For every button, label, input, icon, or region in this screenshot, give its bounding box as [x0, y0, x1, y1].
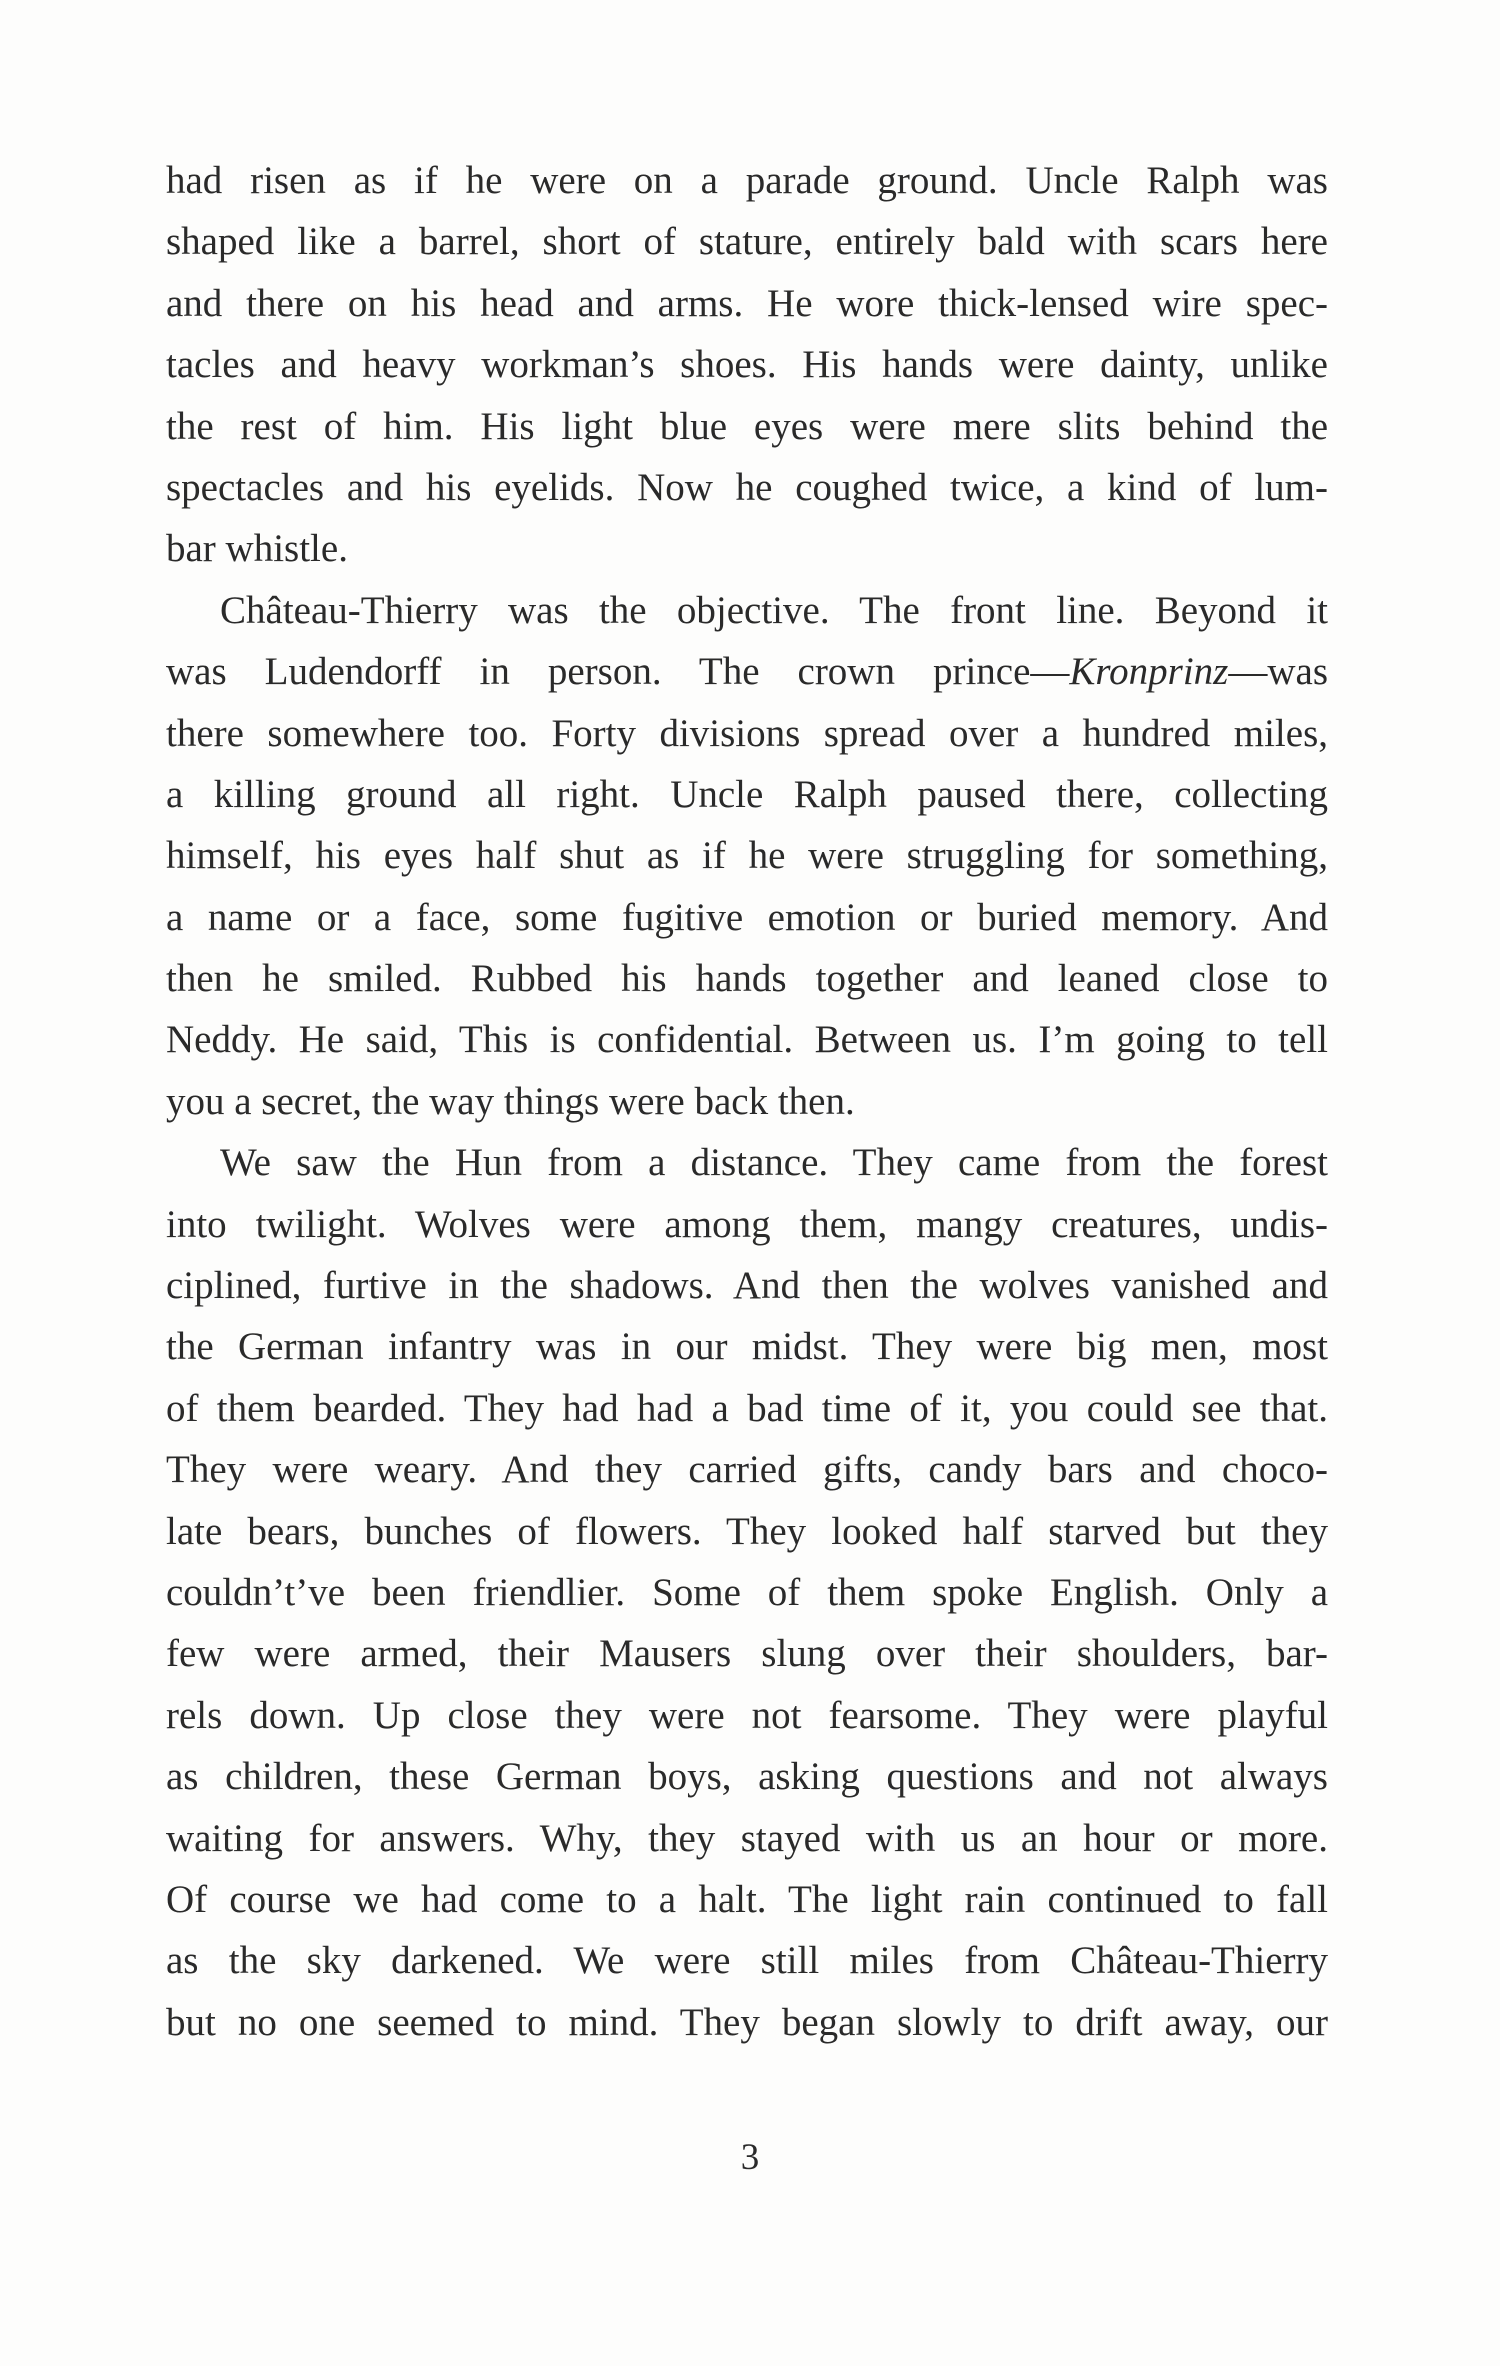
text-line: as the sky darkened. We were still miles from Château-Thierry	[166, 1939, 1328, 1983]
text-line: the German infantry was in our midst. They were big men, most	[166, 1325, 1328, 1369]
text-line: the rest of him. His light blue eyes were mere slits behind the	[166, 404, 1328, 448]
text-line: late bears, bunches of flowers. They looked half starved but they	[166, 1509, 1328, 1553]
text-line: but no one seemed to mind. They began slowly to drift away, our	[166, 2000, 1328, 2044]
body-text	[166, 150, 1328, 2053]
text-line-with-italic	[166, 641, 1328, 702]
text-line: waiting for answers. Why, they stayed with us an hour or more.	[166, 1816, 1328, 1860]
text-line: as children, these German boys, asking questions and not always	[166, 1755, 1328, 1799]
text-line: couldn’t’ve been friendlier. Some of them spoke English. Only a	[166, 1570, 1328, 1614]
text-line: himself, his eyes half shut as if he were struggling for something,	[166, 834, 1328, 878]
text-line: Of course we had come to a halt. The light rain continued to fall	[166, 1877, 1328, 1921]
text-line: spectacles and his eyelids. Now he coughed twice, a kind of lum-	[166, 465, 1328, 509]
italic-term: Kronprinz	[1069, 650, 1229, 694]
text-segment: was Ludendorff in person. The crown prince—	[166, 650, 1070, 694]
text-segment: —was	[1228, 650, 1328, 694]
text-line: few were armed, their Mausers slung over their shoulders, bar-	[166, 1632, 1328, 1676]
text-line: then he smiled. Rubbed his hands together and leaned close to	[166, 957, 1328, 1001]
page-number: 3	[740, 2137, 760, 2178]
text-line: Château-Thierry was the objective. The front line. Beyond it	[220, 588, 1328, 632]
text-line: tacles and heavy workman’s shoes. His hands were dainty, unlike	[166, 343, 1328, 387]
text-line: there somewhere too. Forty divisions spread over a hundred miles,	[166, 711, 1328, 755]
text-line: of them bearded. They had had a bad time of it, you could see that.	[166, 1386, 1328, 1430]
text-line: Neddy. He said, This is confidential. Between us. I’m going to tell	[166, 1018, 1328, 1062]
text-line: bar whistle.	[166, 527, 348, 571]
text-line: They were weary. And they carried gifts, candy bars and choco-	[166, 1448, 1328, 1492]
text-line: a name or a face, some fugitive emotion or buried memory. And	[166, 895, 1328, 939]
text-line: We saw the Hun from a distance. They came from the forest	[220, 1141, 1328, 1185]
text-line: ciplined, furtive in the shadows. And then the wolves vanished and	[166, 1264, 1328, 1308]
text-line: a killing ground all right. Uncle Ralph paused there, collecting	[166, 772, 1328, 816]
text-line: had risen as if he were on a parade ground. Uncle Ralph was	[166, 159, 1328, 202]
text-line: and there on his head and arms. He wore thick-lensed wire spec-	[166, 281, 1328, 325]
text-line: you a secret, the way things were back then.	[166, 1079, 855, 1123]
text-line: rels down. Up close they were not fearsome. They were playful	[166, 1693, 1328, 1737]
text-line: into twilight. Wolves were among them, mangy creatures, undis-	[166, 1202, 1328, 1246]
text-line: shaped like a barrel, short of stature, entirely bald with scars here	[166, 220, 1328, 264]
